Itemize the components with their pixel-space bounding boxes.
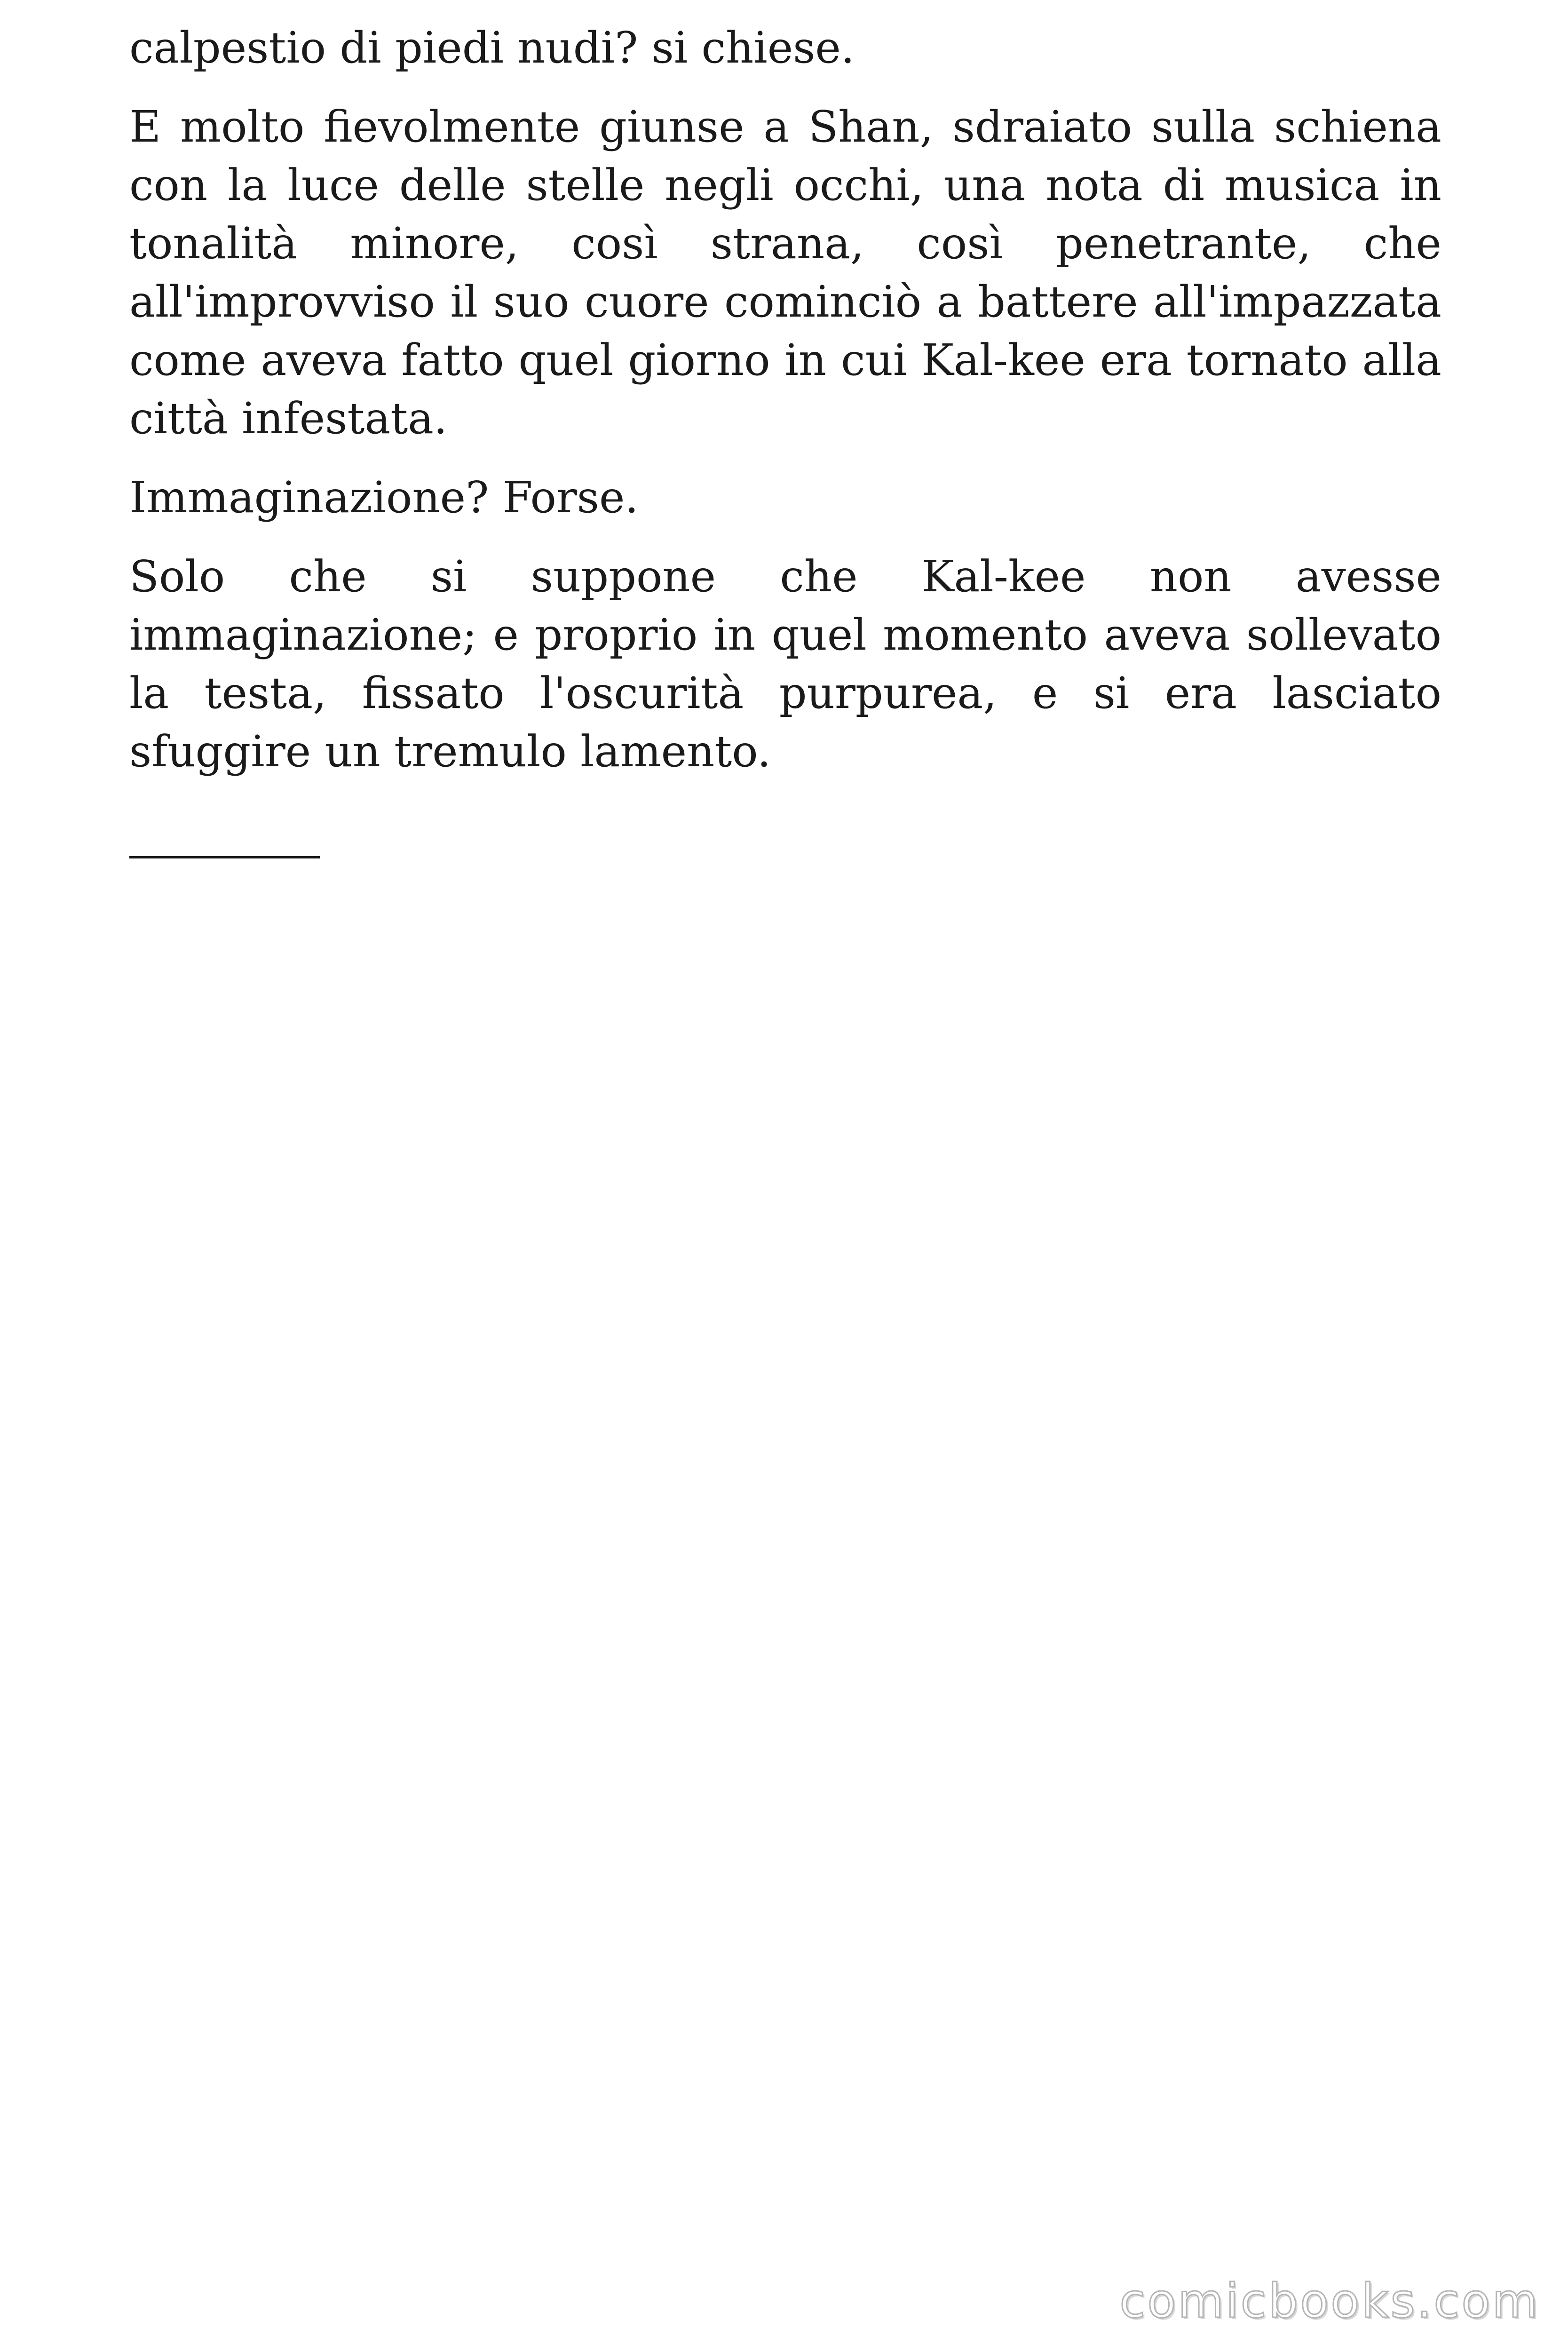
footnote-separator xyxy=(129,856,320,858)
paragraph-3: Immaginazione? Forse. xyxy=(129,472,639,523)
paragraph-4: Solo che si suppone che Kal-kee non avesse immaginazione; e proprio in quel momento aveva sollevato la testa, fissato l'oscurità purpurea, e si era lasciato sfuggire un tremulo lamento. xyxy=(129,551,1441,777)
document-body xyxy=(129,19,1441,802)
paragraph-1: calpestio di piedi nudi? si chiese. xyxy=(129,23,855,73)
watermark-logo: comicbooks.com xyxy=(1119,2273,1540,2328)
paragraph-2: E molto fievolmente giunse a Shan, sdraiato sulla schiena con la luce delle stelle negli occhi, una nota di musica in tonalità minore, così strana, così penetrante, che all'improvviso il suo cuore cominciò a battere all'impazzata come aveva fatto quel giorno in cui Kal-kee era tornato alla città infestata. xyxy=(129,102,1441,444)
